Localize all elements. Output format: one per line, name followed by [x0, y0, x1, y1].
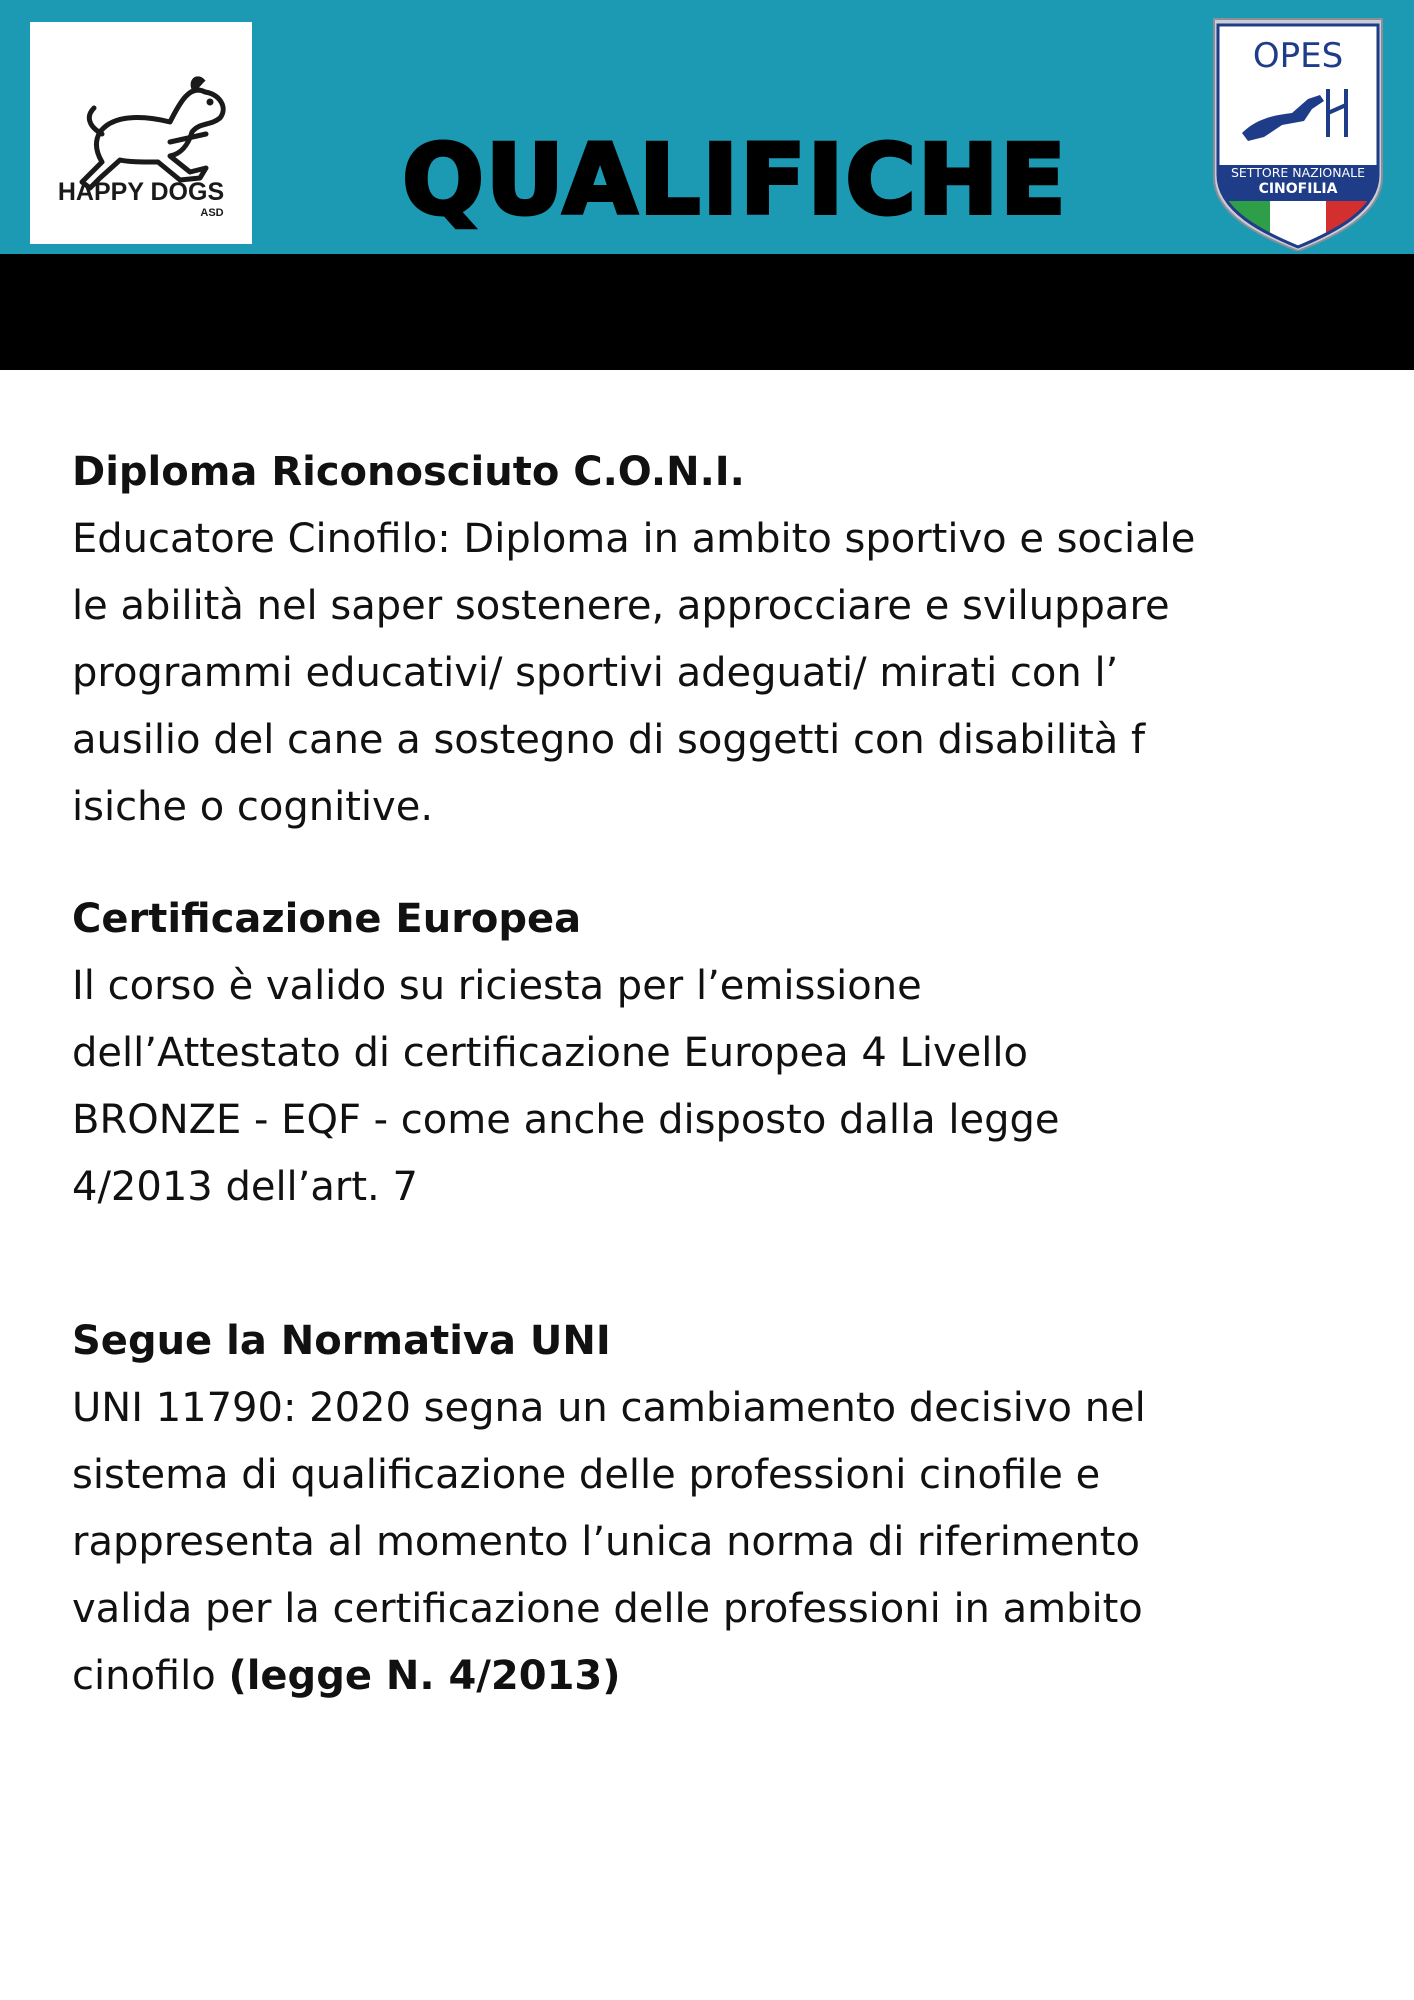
opes-text: OPES [1252, 36, 1344, 76]
happy-dogs-logo [30, 22, 252, 244]
section-line: valida per la certificazione delle professioni in ambito [72, 1586, 1143, 1632]
section-line: rappresenta al momento l’unica norma di riferimento [72, 1519, 1140, 1565]
section-line: BRONZE - EQF - come anche disposto dalla legge [72, 1097, 1060, 1143]
section-line: ausilio del cane a sostegno di soggetti con disabilità f [72, 717, 1146, 763]
section-coni [72, 438, 1372, 841]
section-line: UNI 11790: 2020 segna un cambiamento decisivo nel [72, 1385, 1146, 1431]
section-line: programmi educativi/ sportivi adeguati/ mirati con l’ [72, 650, 1119, 696]
page-title: QUALIFICHE [402, 124, 1068, 236]
opes-badge-icon [1212, 15, 1384, 251]
section-line: 4/2013 dell’art. 7 [72, 1164, 418, 1210]
section-europea [72, 885, 1372, 1221]
content-body [72, 438, 1372, 1754]
section-line: le abilità nel saper sostenere, approcciare e sviluppare [72, 583, 1170, 629]
settore-text: SETTORE NAZIONALE [1230, 165, 1366, 180]
section-uni [72, 1307, 1372, 1710]
section-last-line [72, 1643, 1372, 1710]
happy-dogs-text: HAPPY DOGS [57, 178, 225, 206]
last-line-prefix: cinofilo [72, 1653, 229, 1699]
cinofilia-text: CINOFILIA [1258, 181, 1338, 197]
section-line: Il corso è valido su riciesta per l’emissione [72, 963, 922, 1009]
section-title: Segue la Normativa UNI [72, 1318, 611, 1364]
section-title: Diploma Riconosciuto C.O.N.I. [72, 449, 745, 495]
asd-text: ASD [200, 207, 224, 219]
black-band [0, 254, 1414, 370]
dog-icon [30, 22, 252, 244]
section-line: dell’Attestato di certificazione Europea 4 Livello [72, 1030, 1028, 1076]
section-line: isiche o cognitive. [72, 784, 434, 830]
header-band [0, 0, 1414, 254]
section-line: sistema di qualificazione delle professioni cinofile e [72, 1452, 1101, 1498]
law-reference: (legge N. 4/2013) [228, 1653, 621, 1699]
section-line: Educatore Cinofilo: Diploma in ambito sportivo e sociale [72, 516, 1196, 562]
section-title: Certificazione Europea [72, 896, 582, 942]
